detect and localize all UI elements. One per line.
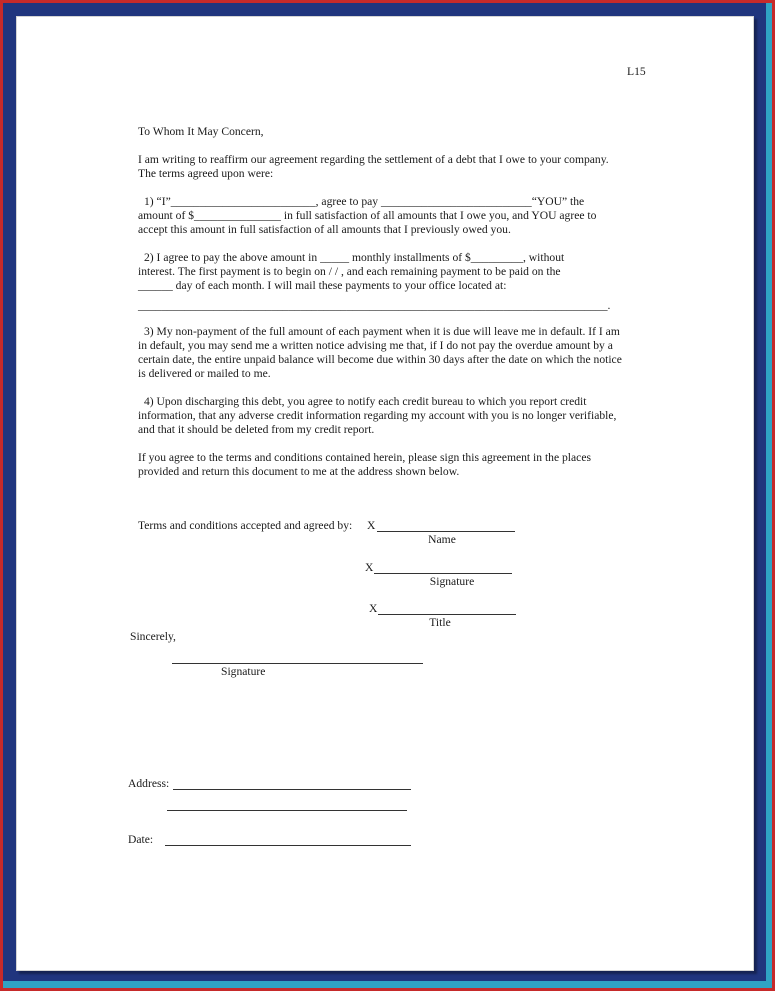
item1-line-1: 1) “I”_________________________, agree to pay __________________________“YOU” the bbox=[144, 195, 585, 208]
name-label: Name bbox=[428, 533, 456, 546]
signature-label: Signature bbox=[429, 575, 475, 588]
name-x-mark: X bbox=[367, 519, 376, 532]
acceptance-label: Terms and conditions accepted and agreed by: bbox=[138, 519, 353, 532]
intro-line-1: I am writing to reaffirm our agreement regarding the settlement of a debt that I owe to your company. bbox=[138, 153, 609, 166]
salutation: To Whom It May Concern, bbox=[138, 125, 264, 138]
closing-paragraph-line-2: provided and return this document to me at the address shown below. bbox=[138, 465, 460, 478]
intro-line-2: The terms agreed upon were: bbox=[138, 167, 274, 180]
item3-line-4: is delivered or mailed to me. bbox=[138, 367, 271, 380]
address-line-1 bbox=[173, 789, 411, 790]
sincerely: Sincerely, bbox=[130, 630, 176, 643]
signature-line bbox=[374, 573, 512, 574]
item3-line-2: in default, you may send me a written notice advising me that, if I do not pay the overdue amount by a bbox=[138, 339, 613, 352]
item2-line-2: interest. The first payment is to begin on / / , and each remaining payment to be paid on the bbox=[138, 265, 561, 278]
item2-line-3: ______ day of each month. I will mail these payments to your office located at: bbox=[138, 279, 507, 292]
address-label: Address: bbox=[128, 777, 170, 790]
closing-paragraph-line-1: If you agree to the terms and conditions contained herein, please sign this agreement in the places bbox=[138, 451, 591, 464]
date-line bbox=[165, 845, 411, 846]
item2-address-line: _________________________________________________________________________________. bbox=[138, 299, 611, 312]
form-code: L15 bbox=[627, 65, 646, 78]
item4-line-3: and that it should be deleted from my credit report. bbox=[138, 423, 375, 436]
date-label: Date: bbox=[128, 833, 154, 846]
item4-line-1: 4) Upon discharging this debt, you agree to notify each credit bureau to which you report credit bbox=[144, 395, 587, 408]
name-signature-line bbox=[377, 531, 515, 532]
item1-line-2: amount of $_______________ in full satisfaction of all amounts that I owe you, and YOU agree to bbox=[138, 209, 597, 222]
item4-line-2: information, that any adverse credit information regarding my account with you is no longer verifiable, bbox=[138, 409, 617, 422]
item1-line-3: accept this amount in full satisfaction of all amounts that I previously owed you. bbox=[138, 223, 511, 236]
item3-line-3: certain date, the entire unpaid balance will become due within 30 days after the date on which the notice bbox=[138, 353, 622, 366]
signature-x-mark: X bbox=[365, 561, 374, 574]
item3-line-1: 3) My non-payment of the full amount of each payment when it is due will leave me in default. If I am bbox=[144, 325, 620, 338]
address-line-2 bbox=[167, 810, 407, 811]
document-page bbox=[16, 16, 754, 971]
title-x-mark: X bbox=[369, 602, 378, 615]
item2-line-1: 2) I agree to pay the above amount in _____ monthly installments of $_________, without bbox=[144, 251, 565, 264]
title-label: Title bbox=[429, 616, 451, 629]
sender-signature-line bbox=[172, 663, 423, 664]
title-line bbox=[378, 614, 516, 615]
sender-signature-label: Signature bbox=[221, 665, 266, 678]
